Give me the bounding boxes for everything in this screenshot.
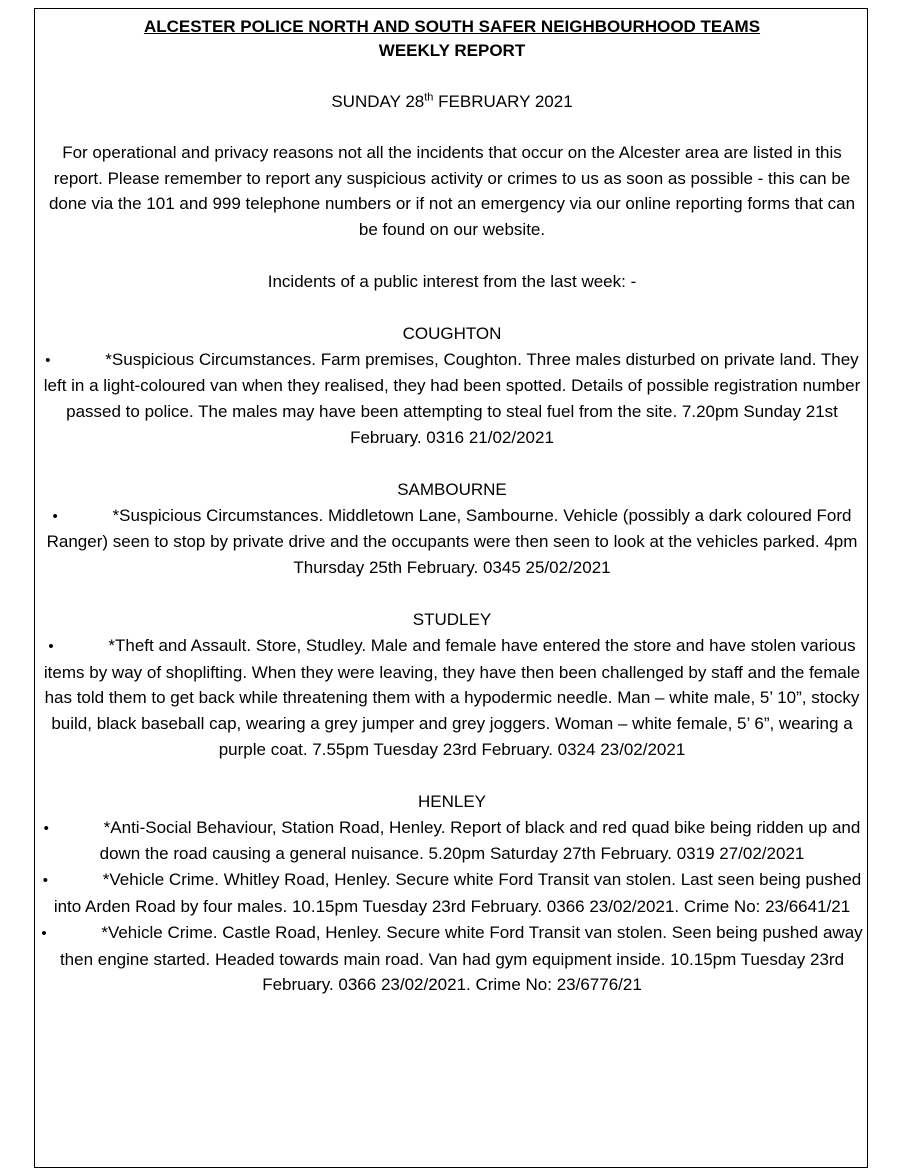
incident-text: *Theft and Assault. Store, Studley. Male and female have entered the store and have stolen various items by way of shoplifting. When they were leaving, they have then been challenged by staff and the female has told them to get back while threatening them with a hypodermic needle. Man – white male, 5’ 10”, stocky build, black baseball cap, wearing a grey jumper and grey joggers. Woman – white female, 5’ 6”, wearing a purple coat. 7.55pm Tuesday 23rd February. 0324 23/02/2021 <box>43 635 861 759</box>
bullet-glyph: • <box>48 637 54 655</box>
date-main: SUNDAY 28 <box>331 92 425 111</box>
incident-item <box>35 633 869 763</box>
bullet-icon <box>53 503 113 530</box>
report-date <box>35 89 869 115</box>
bullet-icon <box>44 815 104 842</box>
report-page <box>34 8 868 1168</box>
date-ordinal: th <box>424 91 434 104</box>
incident-item <box>35 347 869 451</box>
incident-item <box>35 867 869 920</box>
bullet-icon <box>48 633 108 660</box>
bullet-glyph: • <box>41 924 47 942</box>
report-subtitle: WEEKLY REPORT <box>378 41 526 60</box>
bullet-icon <box>41 920 101 947</box>
bullet-glyph: • <box>52 507 58 525</box>
report-title: ALCESTER POLICE NORTH AND SOUTH SAFER NEIGHBOURHOOD TEAMS <box>143 17 761 36</box>
incident-item <box>35 815 869 868</box>
incident-item <box>35 920 869 998</box>
bullet-icon <box>45 347 105 374</box>
bullet-glyph: • <box>43 819 49 837</box>
incident-text: *Vehicle Crime. Whitley Road, Henley. Secure white Ford Transit van stolen. Last seen being pushed into Arden Road by four males. 10.15pm Tuesday 23rd February. 0366 23/02/2021. Crime No: 23/6641/21 <box>53 870 862 916</box>
incident-item <box>35 503 869 581</box>
incident-text: *Anti-Social Behaviour, Station Road, Henley. Report of black and red quad bike being ridden up and down the road causing a general nuisance. 5.20pm Saturday 27th February. 0319 27/02/2021 <box>99 817 861 864</box>
area-heading-henley: HENLEY <box>417 791 487 811</box>
intro-paragraph: For operational and privacy reasons not all the incidents that occur on the Alcester area are listed in this report. Please remember to report any suspicious activity or crimes to us as soon as possible - this can be done via the 101 and 999 telephone numbers or if not an emergency via our online reporting forms that can be found on our website. <box>48 142 856 240</box>
incidents-heading: Incidents of a public interest from the last week: - <box>267 271 637 291</box>
incident-text: *Vehicle Crime. Castle Road, Henley. Secure white Ford Transit van stolen. Seen being pushed away then engine started. Headed towards main road. Van had gym equipment inside. 10.15pm Tuesday 23rd February. 0366 23/02/2021. Crime No: 23/6776/21 <box>59 922 863 995</box>
bullet-glyph: • <box>42 872 49 890</box>
incident-text: *Suspicious Circumstances. Middletown Lane, Sambourne. Vehicle (possibly a dark coloured Ford Ranger) seen to stop by private drive and the occupants were then seen to look at the vehicles parked. 4pm Thursday 25th February. 0345 25/02/2021 <box>46 505 858 578</box>
bullet-glyph: • <box>45 351 51 369</box>
area-heading-coughton: COUGHTON <box>402 323 502 343</box>
bullet-icon <box>43 867 103 894</box>
date-rest: FEBRUARY 2021 <box>433 92 573 111</box>
incident-sections <box>35 321 869 998</box>
area-heading-sambourne: SAMBOURNE <box>397 479 507 499</box>
area-heading-studley: STUDLEY <box>412 609 492 629</box>
report-content <box>35 15 869 998</box>
incident-text: *Suspicious Circumstances. Farm premises, Coughton. Three males disturbed on private land. They left in a light-coloured van when they realised, they had been spotted. Details of possible registration number passed to police. The males may have been attempting to steal fuel from the site. 7.20pm Sunday 21st February. 0316 21/02/2021 <box>43 349 861 447</box>
